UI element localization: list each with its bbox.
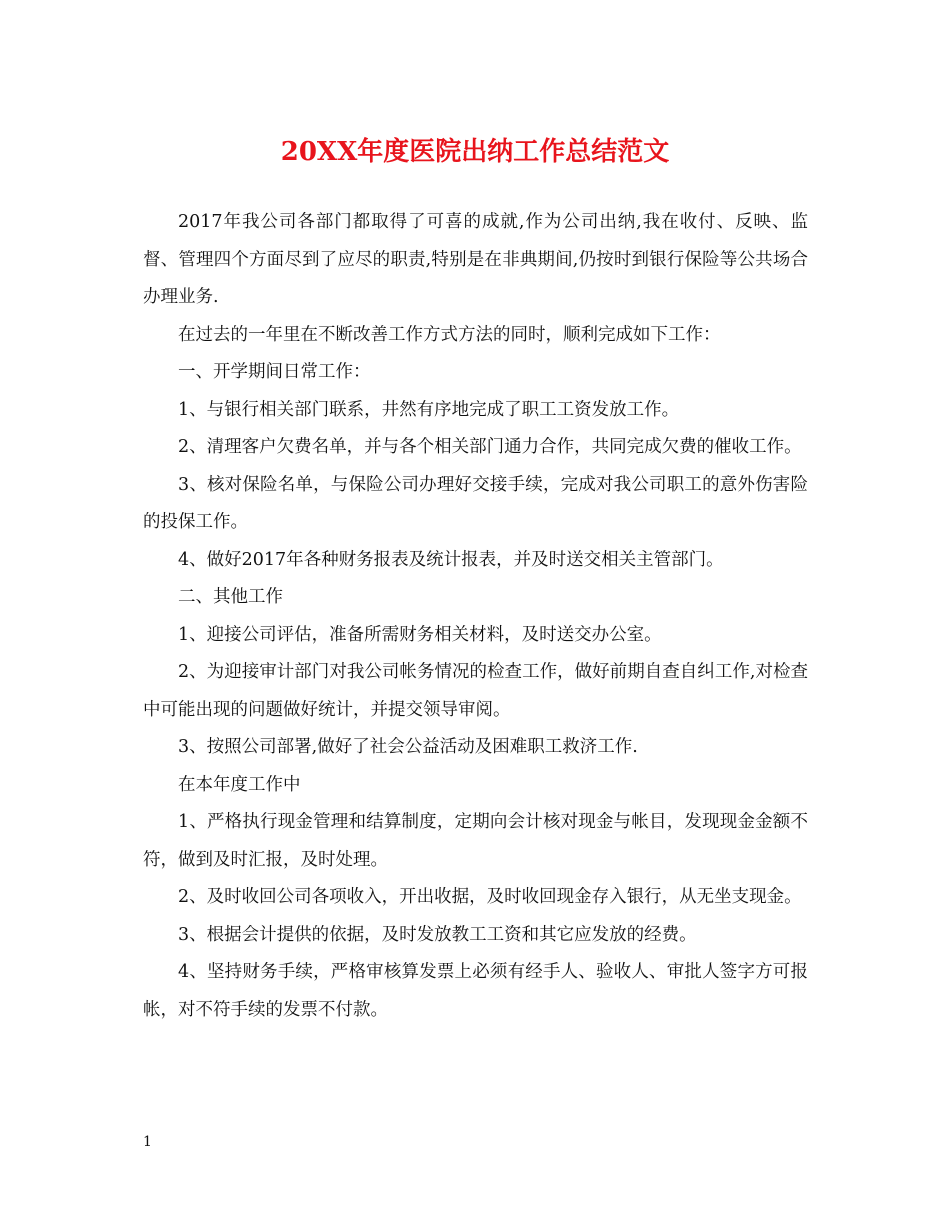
list-item: 1、迎接公司评估，准备所需财务相关材料，及时送交办公室。	[178, 624, 662, 645]
list-item: 2、清理客户欠费名单，并与各个相关部门通力合作，共同完成欠费的催收工作。	[178, 437, 802, 457]
list-item: 3、按照公司部署,做好了社会公益活动及困难职工救济工作.	[178, 737, 638, 757]
section-heading: 一、开学期间日常工作：	[178, 362, 371, 382]
list-item: 3、根据会计提供的依据，及时发放教工工资和其它应发放的经费。	[178, 924, 697, 945]
list-item: 4、坚持财务手续，严格审核算发票上必须有经手人、验收人、审批人签字方可报帐，对不符手续的发票不付款。	[143, 962, 808, 1020]
list-item: 2、及时收回公司各项收入，开出收据，及时收回现金存入银行，从无坐支现金。	[178, 887, 802, 907]
paragraph: 2017年我公司各部门都取得了可喜的成就,作为公司出纳,我在收付、反映、监督、管理四个方面尽到了应尽的职责,特别是在非典期间,仍按时到银行保险等公共场合办理业务.	[143, 212, 808, 307]
list-item: 1、严格执行现金管理和结算制度，定期向会计核对现金与帐目，发现现金金额不符，做到及时汇报，及时处理。	[143, 812, 808, 870]
document-body	[143, 204, 808, 1029]
document-title: 20XX年度医院出纳工作总结范文	[280, 137, 670, 167]
list-item: 2、为迎接审计部门对我公司帐务情况的检查工作，做好前期自查自纠工作,对检查中可能出现的问题做好统计，并提交领导审阅。	[143, 662, 808, 720]
section-heading: 二、其他工作	[178, 587, 283, 607]
list-item: 1、与银行相关部门联系，井然有序地完成了职工工资发放工作。	[178, 399, 680, 420]
paragraph: 在过去的一年里在不断改善工作方式方法的同时，顺利完成如下工作：	[178, 324, 721, 345]
page-number: 1	[143, 1134, 152, 1150]
list-item: 3、核对保险名单，与保险公司办理好交接手续，完成对我公司职工的意外伤害险的投保工作。	[143, 474, 808, 532]
list-item: 4、做好2017年各种财务报表及统计报表，并及时送交相关主管部门。	[178, 549, 724, 570]
section-heading: 在本年度工作中	[178, 774, 301, 795]
